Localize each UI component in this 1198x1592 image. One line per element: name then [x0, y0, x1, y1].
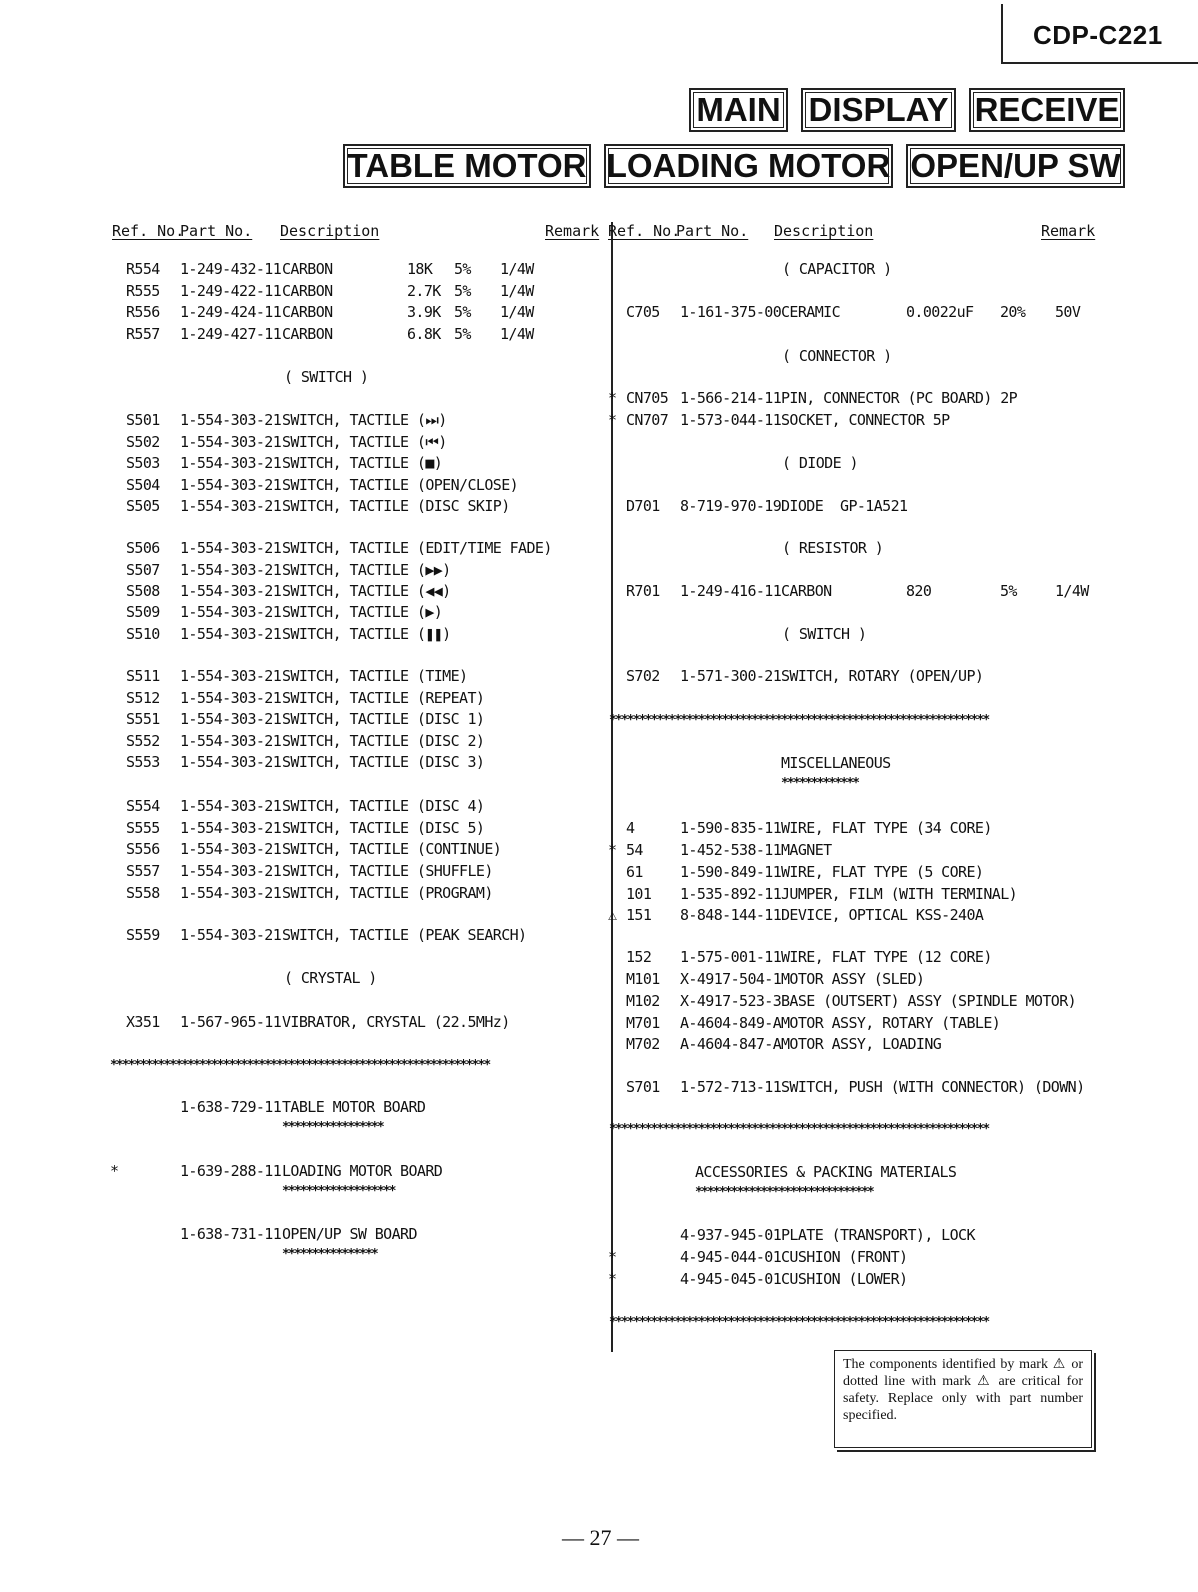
part-no: 1-567-965-11 [180, 1013, 282, 1031]
part-row [618, 1014, 1118, 1036]
section-heading: ( CRYSTAL ) [284, 969, 377, 987]
part-row [110, 603, 610, 625]
rating: 50V [1055, 303, 1081, 321]
group-title: ACCESSORIES & PACKING MATERIALS [695, 1163, 957, 1181]
description: SWITCH, TACTILE (REPEAT) [282, 689, 485, 707]
separator-stars: **************************************************************** [609, 1315, 989, 1330]
title-underline-stars: ************* [781, 776, 859, 791]
tolerance: 5% [454, 260, 471, 278]
part-row [608, 906, 1118, 928]
part-row [110, 753, 610, 775]
description: SWITCH, TACTILE (TIME) [282, 667, 468, 685]
description: SWITCH, ROTARY (OPEN/UP) [781, 667, 984, 685]
part-row [618, 303, 1118, 325]
separator-stars: **************************************************************** [110, 1058, 490, 1073]
new-part-mark: * [110, 1162, 119, 1180]
board-name: TABLE MOTOR BOARD [282, 1098, 426, 1116]
tolerance: 5% [454, 303, 471, 321]
ref-no: S556 [126, 840, 160, 858]
description: SWITCH, TACTILE (DISC 4) [282, 797, 485, 815]
section-heading: ( SWITCH ) [782, 625, 867, 643]
part-row [618, 582, 1118, 604]
ref-no: M102 [626, 992, 660, 1010]
part-row [110, 862, 610, 884]
part-row [618, 497, 1118, 519]
ref-no: S558 [126, 884, 160, 902]
ref-no: R556 [126, 303, 160, 321]
part-row [618, 992, 1118, 1014]
part-no: 1-452-538-11 [680, 841, 782, 859]
description: SWITCH, TACTILE (EDIT/TIME FADE) [282, 539, 552, 557]
ref-no: S512 [126, 689, 160, 707]
description: SOCKET, CONNECTOR 5P [781, 411, 950, 429]
section-heading: ( RESISTOR ) [782, 539, 884, 557]
part-row [110, 561, 610, 583]
new-part-mark: * [608, 411, 617, 429]
part-row [110, 797, 610, 819]
separator-stars: **************************************************************** [609, 1122, 989, 1137]
ref-no: S503 [126, 454, 160, 472]
part-no: 1-554-303-21 [180, 732, 282, 750]
part-no: 1-554-303-21 [180, 561, 282, 579]
ref-no: R557 [126, 325, 160, 343]
part-no: 1-554-303-21 [180, 840, 282, 858]
part-row [608, 1248, 1118, 1270]
part-row [608, 411, 1118, 433]
part-row [110, 539, 610, 561]
part-row [608, 389, 1118, 411]
ref-no: S504 [126, 476, 160, 494]
header-remark: Remark [1041, 222, 1096, 240]
description: SWITCH, TACTILE (SHUFFLE) [282, 862, 493, 880]
description: WIRE, FLAT TYPE (34 CORE) [781, 819, 992, 837]
part-no: 1-571-300-21 [680, 667, 782, 685]
board-tag-main: MAIN [689, 88, 788, 132]
description: SWITCH, TACTILE (▶) [282, 603, 443, 621]
header-ref: Ref. No. [112, 222, 185, 240]
part-no: X-4917-523-3 [680, 992, 782, 1010]
part-row [110, 732, 610, 754]
header-ref: Ref. No. [608, 222, 681, 240]
part-no: 1-554-303-21 [180, 689, 282, 707]
part-no: 1-554-303-21 [180, 819, 282, 837]
ref-no: M702 [626, 1035, 660, 1053]
part-row [110, 411, 610, 433]
part-row [618, 1035, 1118, 1057]
part-row [110, 840, 610, 862]
part-no: 1-573-044-11 [680, 411, 782, 429]
board-row [110, 1162, 610, 1184]
part-row [110, 325, 610, 347]
rating: 1/4W [500, 303, 534, 321]
board-tag-open-up-sw: OPEN/UP SW [906, 144, 1125, 188]
description: CARBON [781, 582, 832, 600]
part-row [618, 885, 1118, 907]
part-row [110, 926, 610, 948]
section-heading: ( SWITCH ) [284, 368, 369, 386]
ref-no: S510 [126, 625, 160, 643]
safety-notice: The components identified by mark ⚠ or dotted line with mark ⚠ are critical for safety. Replace only with part number specified. [834, 1350, 1092, 1448]
board-tag-display: DISPLAY [801, 88, 956, 132]
part-row [110, 303, 610, 325]
part-no: 1-249-422-11 [180, 282, 282, 300]
section-heading: ( CAPACITOR ) [782, 260, 892, 278]
board-tag-table-motor: TABLE MOTOR [343, 144, 591, 188]
part-row [618, 667, 1118, 689]
header-remark: Remark [545, 222, 600, 240]
rating: 1/4W [500, 260, 534, 278]
part-no: 1-554-303-21 [180, 667, 282, 685]
description: SWITCH, TACTILE (❚❚) [282, 625, 451, 643]
value: 0.0022uF [906, 303, 974, 321]
description: CARBON [282, 282, 333, 300]
part-no: 1-554-303-21 [180, 862, 282, 880]
ref-no: C705 [626, 303, 660, 321]
description: WIRE, FLAT TYPE (5 CORE) [781, 863, 984, 881]
rating: 1/4W [500, 325, 534, 343]
ref-no: S702 [626, 667, 660, 685]
part-no: 4-945-045-01 [680, 1270, 782, 1288]
value: 18K [407, 260, 433, 278]
part-no: 1-554-303-21 [180, 454, 282, 472]
description: SWITCH, TACTILE (▶▶) [282, 561, 451, 579]
value: 820 [906, 582, 932, 600]
ref-no: R701 [626, 582, 660, 600]
part-row [110, 625, 610, 647]
new-part-mark: * [608, 1270, 617, 1288]
ref-no: 4 [626, 819, 635, 837]
part-no: 1-161-375-00 [680, 303, 782, 321]
part-no: 1-554-303-21 [180, 710, 282, 728]
description: PLATE (TRANSPORT), LOCK [781, 1226, 975, 1244]
description: SWITCH, TACTILE (◀◀) [282, 582, 451, 600]
part-row [110, 454, 610, 476]
part-no: 1-554-303-21 [180, 625, 282, 643]
part-row [110, 819, 610, 841]
part-no: 1-590-835-11 [680, 819, 782, 837]
part-no: 1-554-303-21 [180, 433, 282, 451]
part-row [110, 433, 610, 455]
part-row [110, 282, 610, 304]
description: SWITCH, TACTILE (DISC 3) [282, 753, 485, 771]
description: MOTOR ASSY, ROTARY (TABLE) [781, 1014, 1001, 1032]
value: 3.9K [407, 303, 441, 321]
header-desc: Description [774, 222, 874, 240]
part-no: 1-554-303-21 [180, 582, 282, 600]
description: MAGNET [781, 841, 832, 859]
description: SWITCH, PUSH (WITH CONNECTOR) (DOWN) [781, 1078, 1085, 1096]
part-row [618, 970, 1118, 992]
board-underline-stars: **************** [282, 1247, 377, 1262]
part-no: 1-554-303-21 [180, 411, 282, 429]
part-row [618, 1078, 1118, 1100]
part-no: 1-590-849-11 [680, 863, 782, 881]
part-row [110, 689, 610, 711]
part-row [110, 1013, 610, 1035]
ref-no: S509 [126, 603, 160, 621]
description: DIODE GP-1A521 [781, 497, 908, 515]
part-no: A-4604-847-A [680, 1035, 782, 1053]
ref-no: 152 [626, 948, 652, 966]
part-row [618, 863, 1118, 885]
part-row [110, 260, 610, 282]
header-desc: Description [280, 222, 380, 240]
ref-no: S557 [126, 862, 160, 880]
description: SWITCH, TACTILE (⏭) [282, 411, 447, 429]
part-no: 1-249-427-11 [180, 325, 282, 343]
part-no: 1-554-303-21 [180, 884, 282, 902]
description: DEVICE, OPTICAL KSS-240A [781, 906, 984, 924]
description: SWITCH, TACTILE (DISC 1) [282, 710, 485, 728]
description: CUSHION (FRONT) [781, 1248, 908, 1266]
part-no: 1-575-001-11 [680, 948, 782, 966]
part-row [110, 884, 610, 906]
ref-no: M701 [626, 1014, 660, 1032]
part-no: 4-945-044-01 [680, 1248, 782, 1266]
ref-no: M101 [626, 970, 660, 988]
part-no: 1-566-214-11 [680, 389, 782, 407]
description: BASE (OUTSERT) ASSY (SPINDLE MOTOR) [781, 992, 1077, 1010]
part-row [618, 819, 1118, 841]
board-underline-stars: ***************** [282, 1120, 383, 1135]
new-part-mark: * [608, 841, 617, 859]
ref-no: S506 [126, 539, 160, 557]
ref-no: S511 [126, 667, 160, 685]
part-no: 1-554-303-21 [180, 603, 282, 621]
description: CARBON [282, 325, 333, 343]
tolerance: 5% [1000, 582, 1017, 600]
part-no: 1-554-303-21 [180, 539, 282, 557]
ref-no: CN705 [626, 389, 669, 407]
safety-warning-icon: ⚠ [608, 906, 617, 924]
part-row [110, 497, 610, 519]
ref-no: S559 [126, 926, 160, 944]
ref-no: 61 [626, 863, 643, 881]
part-no: 1-572-713-11 [680, 1078, 782, 1096]
value: 2.7K [407, 282, 441, 300]
section-heading: ( DIODE ) [782, 454, 858, 472]
part-row [608, 1270, 1118, 1292]
board-name: OPEN/UP SW BOARD [282, 1225, 417, 1243]
description: SWITCH, TACTILE (DISC 2) [282, 732, 485, 750]
header-part: Part No. [676, 222, 749, 240]
ref-no: S553 [126, 753, 160, 771]
ref-no: S508 [126, 582, 160, 600]
board-name: LOADING MOTOR BOARD [282, 1162, 443, 1180]
description: SWITCH, TACTILE (⏮) [282, 433, 447, 451]
part-no: X-4917-504-1 [680, 970, 782, 988]
description: SWITCH, TACTILE (DISC 5) [282, 819, 485, 837]
ref-no: S507 [126, 561, 160, 579]
part-no: 1-249-432-11 [180, 260, 282, 278]
part-row [618, 1226, 1118, 1248]
separator-stars: **************************************************************** [609, 713, 989, 728]
ref-no: S552 [126, 732, 160, 750]
part-no: 4-937-945-01 [680, 1226, 782, 1244]
part-no: 1-554-303-21 [180, 497, 282, 515]
tolerance: 5% [454, 282, 471, 300]
group-title: MISCELLANEOUS [781, 754, 891, 772]
ref-no: CN707 [626, 411, 669, 429]
ref-no: S505 [126, 497, 160, 515]
part-row [618, 948, 1118, 970]
title-underline-stars: ****************************** [695, 1185, 873, 1200]
part-row [110, 582, 610, 604]
ref-no: S551 [126, 710, 160, 728]
ref-no: R554 [126, 260, 160, 278]
description: MOTOR ASSY (SLED) [781, 970, 925, 988]
ref-no: 101 [626, 885, 652, 903]
part-no: 1-638-729-11 [180, 1098, 282, 1116]
part-no: 1-535-892-11 [680, 885, 782, 903]
board-row [110, 1225, 610, 1247]
ref-no: D701 [626, 497, 660, 515]
description: SWITCH, TACTILE (CONTINUE) [282, 840, 502, 858]
part-no: 8-848-144-11 [680, 906, 782, 924]
description: VIBRATOR, CRYSTAL (22.5MHz) [282, 1013, 510, 1031]
ref-no: S554 [126, 797, 160, 815]
board-row [110, 1098, 610, 1120]
page-number: — 27 — [562, 1525, 639, 1550]
description: CUSHION (LOWER) [781, 1270, 908, 1288]
part-no: 1-638-731-11 [180, 1225, 282, 1243]
description: JUMPER, FILM (WITH TERMINAL) [781, 885, 1018, 903]
model-number: CDP-C221 [1033, 20, 1163, 50]
part-no: 1-249-424-11 [180, 303, 282, 321]
ref-no: X351 [126, 1013, 160, 1031]
ref-no: S501 [126, 411, 160, 429]
part-no: 1-554-303-21 [180, 476, 282, 494]
part-row [110, 667, 610, 689]
part-no: 1-639-288-11 [180, 1162, 282, 1180]
board-underline-stars: ******************* [282, 1184, 395, 1199]
description: PIN, CONNECTOR (PC BOARD) 2P [781, 389, 1018, 407]
part-row [608, 841, 1118, 863]
part-no: 1-249-416-11 [680, 582, 782, 600]
rating: 1/4W [500, 282, 534, 300]
board-tag-loading-motor: LOADING MOTOR [604, 144, 893, 188]
ref-no: 54 [626, 841, 643, 859]
rating: 1/4W [1055, 582, 1089, 600]
description: SWITCH, TACTILE (DISC SKIP) [282, 497, 510, 515]
description: CARBON [282, 260, 333, 278]
tolerance: 20% [1000, 303, 1026, 321]
description: MOTOR ASSY, LOADING [781, 1035, 942, 1053]
description: SWITCH, TACTILE (PROGRAM) [282, 884, 493, 902]
description: CERAMIC [781, 303, 841, 321]
part-no: 1-554-303-21 [180, 926, 282, 944]
part-row [110, 476, 610, 498]
part-no: 1-554-303-21 [180, 797, 282, 815]
part-no: 8-719-970-19 [680, 497, 782, 515]
value: 6.8K [407, 325, 441, 343]
ref-no: S701 [626, 1078, 660, 1096]
part-no: A-4604-849-A [680, 1014, 782, 1032]
ref-no: S555 [126, 819, 160, 837]
section-heading: ( CONNECTOR ) [782, 347, 892, 365]
description: SWITCH, TACTILE (PEAK SEARCH) [282, 926, 527, 944]
description: SWITCH, TACTILE (■) [282, 454, 443, 472]
part-row [110, 710, 610, 732]
ref-no: 151 [626, 906, 652, 924]
header-part: Part No. [180, 222, 253, 240]
description: CARBON [282, 303, 333, 321]
ref-no: S502 [126, 433, 160, 451]
tolerance: 5% [454, 325, 471, 343]
description: WIRE, FLAT TYPE (12 CORE) [781, 948, 992, 966]
part-no: 1-554-303-21 [180, 753, 282, 771]
new-part-mark: * [608, 389, 617, 407]
ref-no: R555 [126, 282, 160, 300]
model-box [1001, 4, 1198, 64]
description: SWITCH, TACTILE (OPEN/CLOSE) [282, 476, 519, 494]
board-tag-receive: RECEIVE [969, 88, 1125, 132]
new-part-mark: * [608, 1248, 617, 1266]
